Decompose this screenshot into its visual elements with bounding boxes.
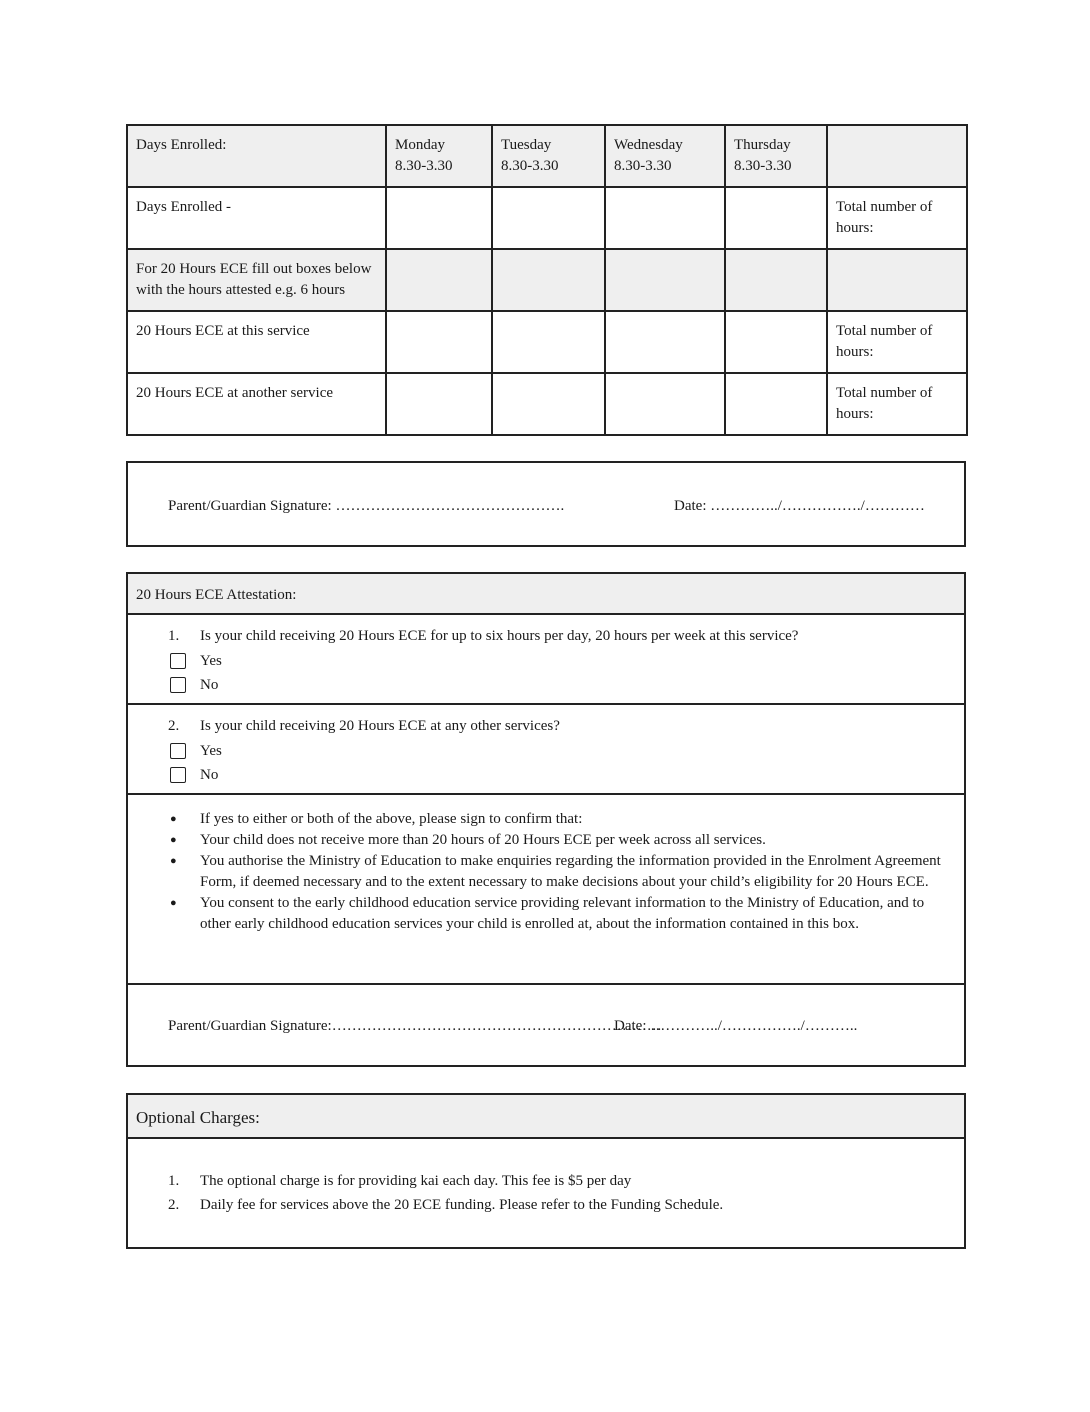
- table-row: [127, 249, 967, 311]
- list-item: ● You authorise the Ministry of Education to make enquiries regarding the information provided in the Enrolment Agreement Form, if deemed necessary and to the extent necessary to make decisions about your child’s eligibility for 20 Hours ECE.: [168, 851, 942, 893]
- parent-signature-field[interactable]: Parent/Guardian Signature: ……………………………………….: [168, 498, 565, 514]
- list-item: 2. Daily fee for services above the 20 ECE funding. Please refer to the Funding Schedule.: [168, 1197, 724, 1213]
- date-field[interactable]: Date: …………../……………./………..: [614, 1018, 858, 1034]
- entry-cell[interactable]: [725, 311, 827, 373]
- question-2: [128, 705, 964, 795]
- row-label: Days Enrolled -: [127, 187, 386, 249]
- entry-cell[interactable]: [492, 311, 605, 373]
- day-monday: Monday 8.30-3.30: [386, 125, 492, 187]
- table-row: [127, 373, 967, 435]
- entry-cell: [605, 249, 725, 311]
- entry-cell: [386, 249, 492, 311]
- attestation-section: [126, 572, 966, 1067]
- days-enrolled-table: [126, 124, 968, 436]
- checkbox[interactable]: [170, 767, 186, 783]
- entry-cell[interactable]: [386, 187, 492, 249]
- question-number: 2.: [168, 718, 180, 734]
- option-no[interactable]: No: [170, 675, 218, 695]
- table-row: [127, 311, 967, 373]
- question-number: 1.: [168, 628, 180, 644]
- option-no[interactable]: No: [170, 765, 218, 785]
- entry-cell[interactable]: [725, 187, 827, 249]
- row-label: For 20 Hours ECE fill out boxes below with the hours attested e.g. 6 hours: [127, 249, 386, 311]
- conditions-list: [168, 809, 942, 935]
- option-yes[interactable]: Yes: [170, 651, 222, 671]
- date-field[interactable]: Date: …………../……………./…………: [674, 498, 925, 514]
- list-item: ● Your child does not receive more than 20 hours of 20 Hours ECE per week across all services.: [168, 830, 942, 851]
- optional-charges-section: [126, 1093, 966, 1249]
- total-hours-cell[interactable]: Total number of hours:: [827, 373, 967, 435]
- entry-cell[interactable]: [605, 373, 725, 435]
- entry-cell: [725, 249, 827, 311]
- question-1: [128, 615, 964, 705]
- row-label: 20 Hours ECE at this service: [127, 311, 386, 373]
- day-wednesday: Wednesday 8.30-3.30: [605, 125, 725, 187]
- entry-cell[interactable]: [386, 311, 492, 373]
- optional-charges-title: Optional Charges:: [128, 1095, 964, 1139]
- entry-cell[interactable]: [492, 373, 605, 435]
- entry-cell[interactable]: [605, 311, 725, 373]
- parent-signature-field[interactable]: Parent/Guardian Signature:…………………………………………………………: [168, 1018, 662, 1034]
- attestation-signature-row: [128, 985, 964, 1065]
- total-hours-cell: [827, 249, 967, 311]
- attestation-title: 20 Hours ECE Attestation:: [128, 574, 964, 615]
- table-row: [127, 187, 967, 249]
- attestation-conditions: [128, 795, 964, 985]
- checkbox[interactable]: [170, 677, 186, 693]
- total-hours-cell[interactable]: Total number of hours:: [827, 311, 967, 373]
- entry-cell[interactable]: [725, 373, 827, 435]
- signature-box: [126, 461, 966, 547]
- entry-cell[interactable]: [605, 187, 725, 249]
- days-header-row: [127, 125, 967, 187]
- question-text: Is your child receiving 20 Hours ECE at any other services?: [200, 718, 560, 734]
- days-enrolled-label: Days Enrolled:: [127, 125, 386, 187]
- entry-cell[interactable]: [386, 373, 492, 435]
- checkbox[interactable]: [170, 743, 186, 759]
- question-text: Is your child receiving 20 Hours ECE for up to six hours per day, 20 hours per week at this service?: [200, 628, 799, 644]
- option-yes[interactable]: Yes: [170, 741, 222, 761]
- row-label: 20 Hours ECE at another service: [127, 373, 386, 435]
- list-item: ● If yes to either or both of the above, please sign to confirm that:: [168, 809, 942, 830]
- entry-cell[interactable]: [492, 187, 605, 249]
- list-item: ● You consent to the early childhood education service providing relevant information to the Ministry of Education, and to other early childhood education services your child is enrolled at, about the information contained in this box.: [168, 893, 942, 935]
- header-blank-cell: [827, 125, 967, 187]
- checkbox[interactable]: [170, 653, 186, 669]
- list-item: 1. The optional charge is for providing kai each day. This fee is $5 per day: [168, 1173, 632, 1189]
- day-tuesday: Tuesday 8.30-3.30: [492, 125, 605, 187]
- entry-cell: [492, 249, 605, 311]
- day-thursday: Thursday 8.30-3.30: [725, 125, 827, 187]
- total-hours-cell[interactable]: Total number of hours:: [827, 187, 967, 249]
